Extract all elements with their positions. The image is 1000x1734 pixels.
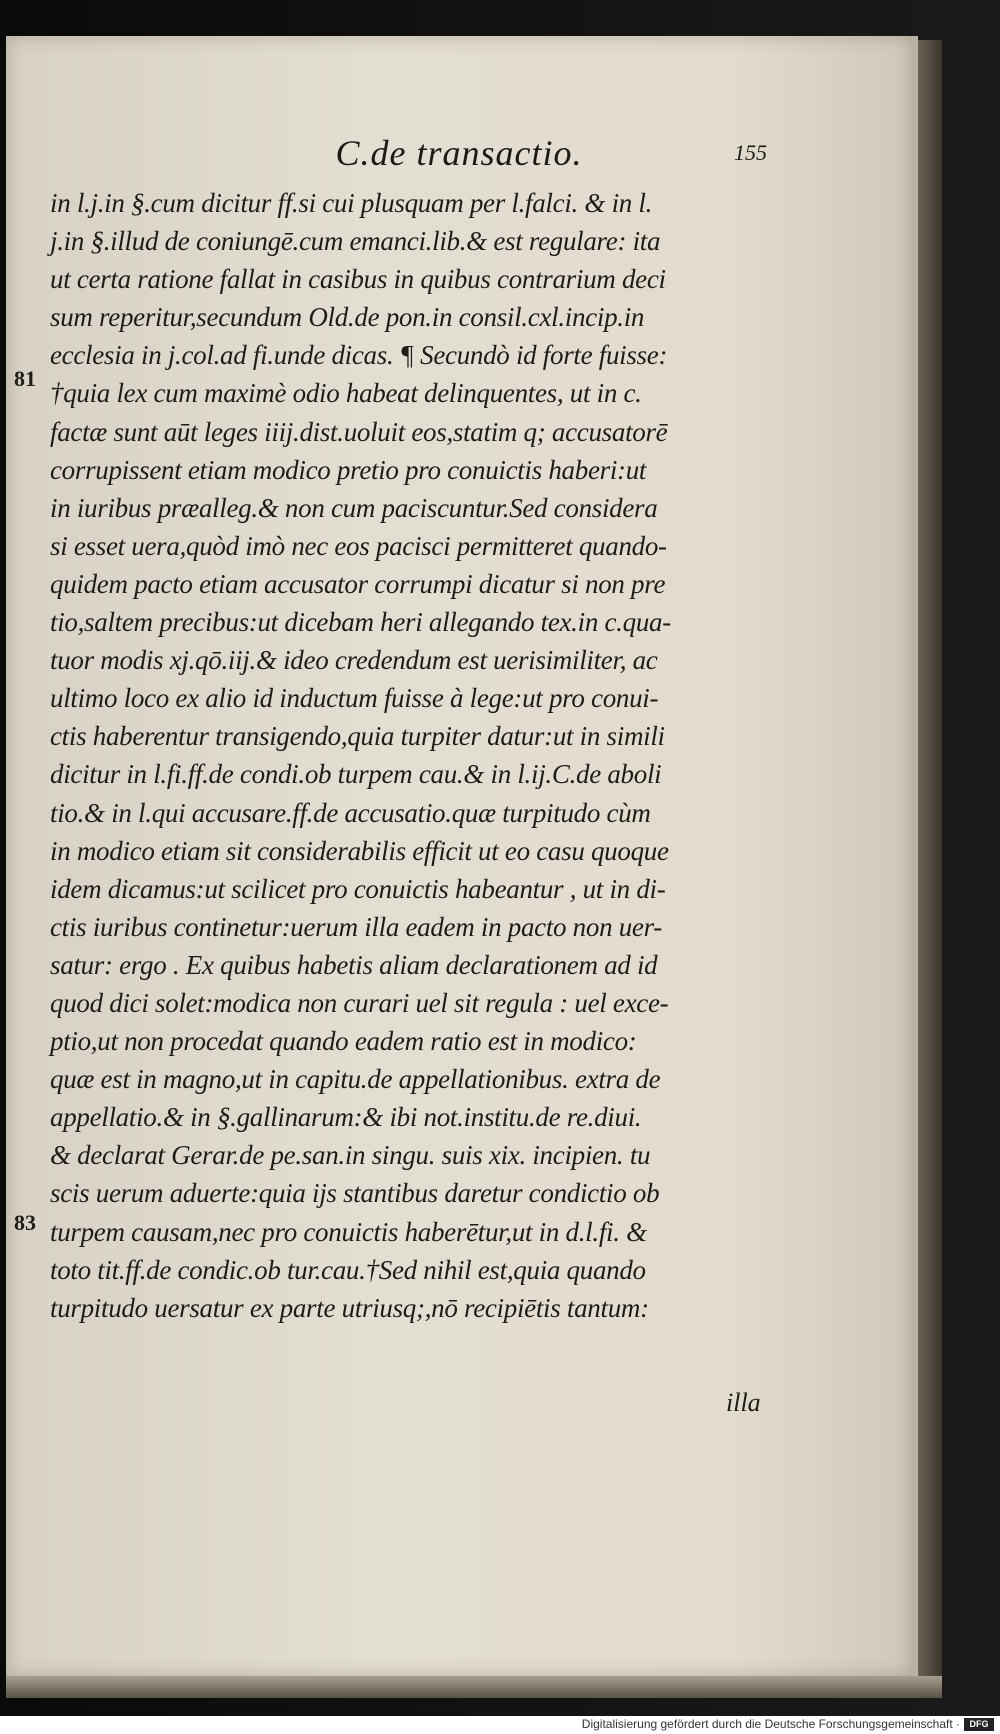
text-line: turpitudo uersatur ex parte utriusq;,nō recipiētis tantum: [50, 1292, 649, 1323]
text-line: idem dicamus:ut scilicet pro conuictis habeantur , ut in di- [50, 873, 666, 904]
text-line: si esset uera,quòd imò nec eos pacisci permitteret quando- [50, 530, 667, 561]
book-page [6, 36, 918, 1676]
text-line: tio.& in l.qui accusare.ff.de accusatio.quæ turpitudo cùm [50, 797, 651, 828]
text-line: turpem causam,nec pro conuictis haberētur,ut in d.l.fi. & [50, 1216, 647, 1247]
footer-bar [0, 1716, 1000, 1734]
text-line: toto tit.ff.de condic.ob tur.cau.†Sed nihil est,quia quando [50, 1254, 646, 1285]
book-fore-edge [918, 40, 942, 1680]
text-line: corrupissent etiam modico pretio pro conuictis haberi:ut [50, 454, 647, 485]
text-line: dicitur in l.fi.ff.de condi.ob turpem cau.& in l.ij.C.de aboli [50, 759, 662, 790]
text-line: in modico etiam sit considerabilis efficit ut eo casu quoque [50, 835, 669, 866]
dfg-logo-icon: DFG [964, 1718, 994, 1731]
text-line: quidem pacto etiam accusator corrumpi dicatur si non pre [50, 568, 666, 599]
text-line: †quia lex cum maximè odio habeat delinquentes, ut in c. [50, 378, 642, 409]
body-text [50, 184, 780, 1327]
text-line: tio,saltem precibus:ut dicebam heri allegando tex.in c.qua- [50, 607, 671, 638]
book-bottom-edge [6, 1676, 942, 1698]
text-line: ptio,ut non procedat quando eadem ratio est in modico: [50, 1026, 637, 1057]
folio-number: 155 [734, 140, 767, 165]
text-line: ctis iuribus continetur:uerum illa eadem in pacto non uer- [50, 911, 662, 942]
text-line: sum reperitur,secundum Old.de pon.in consil.cxl.incip.in [50, 302, 645, 333]
text-line: ultimo loco ex alio id inductum fuisse à lege:ut pro conui- [50, 683, 659, 714]
digitization-credit: Digitalisierung gefördert durch die Deutsche Forschungsgemeinschaft · [581, 1717, 960, 1731]
text-line: ecclesia in j.col.ad fi.unde dicas. ¶ Secundò id forte fuisse: [50, 340, 668, 371]
text-line: ut certa ratione fallat in casibus in quibus contrarium deci [50, 264, 666, 295]
catchword: illa [726, 1388, 761, 1417]
text-line: quæ est in magno,ut in capitu.de appellationibus. extra de [50, 1064, 661, 1095]
text-line: ctis haberentur transigendo,quia turpiter datur:ut in simili [50, 721, 665, 752]
margin-note-81: 81 [14, 366, 36, 391]
margin-note-83: 83 [14, 1210, 36, 1235]
text-line: & declarat Gerar.de pe.san.in singu. suis xix. incipien. tu [50, 1140, 651, 1171]
text-line: j.in §.illud de coniungē.cum emanci.lib.& est regulare: ita [50, 226, 661, 257]
text-line: in iuribus præalleg.& non cum paciscuntur.Sed considera [50, 492, 658, 523]
text-line: factæ sunt aūt leges iiij.dist.uoluit eos,statim q; accusatorē [50, 416, 668, 447]
text-line: quod dici solet:modica non curari uel sit regula : uel exce- [50, 987, 669, 1018]
text-line: appellatio.& in §.gallinarum:& ibi not.institu.de re.diui. [50, 1102, 642, 1133]
running-head: C.de transactio. [335, 133, 583, 173]
text-line: scis uerum aduerte:quia ijs stantibus daretur condictio ob [50, 1178, 660, 1209]
text-line: satur: ergo . Ex quibus habetis aliam declarationem ad id [50, 949, 658, 980]
text-line: in l.j.in §.cum dicitur ff.si cui plusquam per l.falci. & in l. [50, 188, 653, 218]
text-line: tuor modis xj.qō.iij.& ideo credendum est uerisimiliter, ac [50, 645, 658, 676]
